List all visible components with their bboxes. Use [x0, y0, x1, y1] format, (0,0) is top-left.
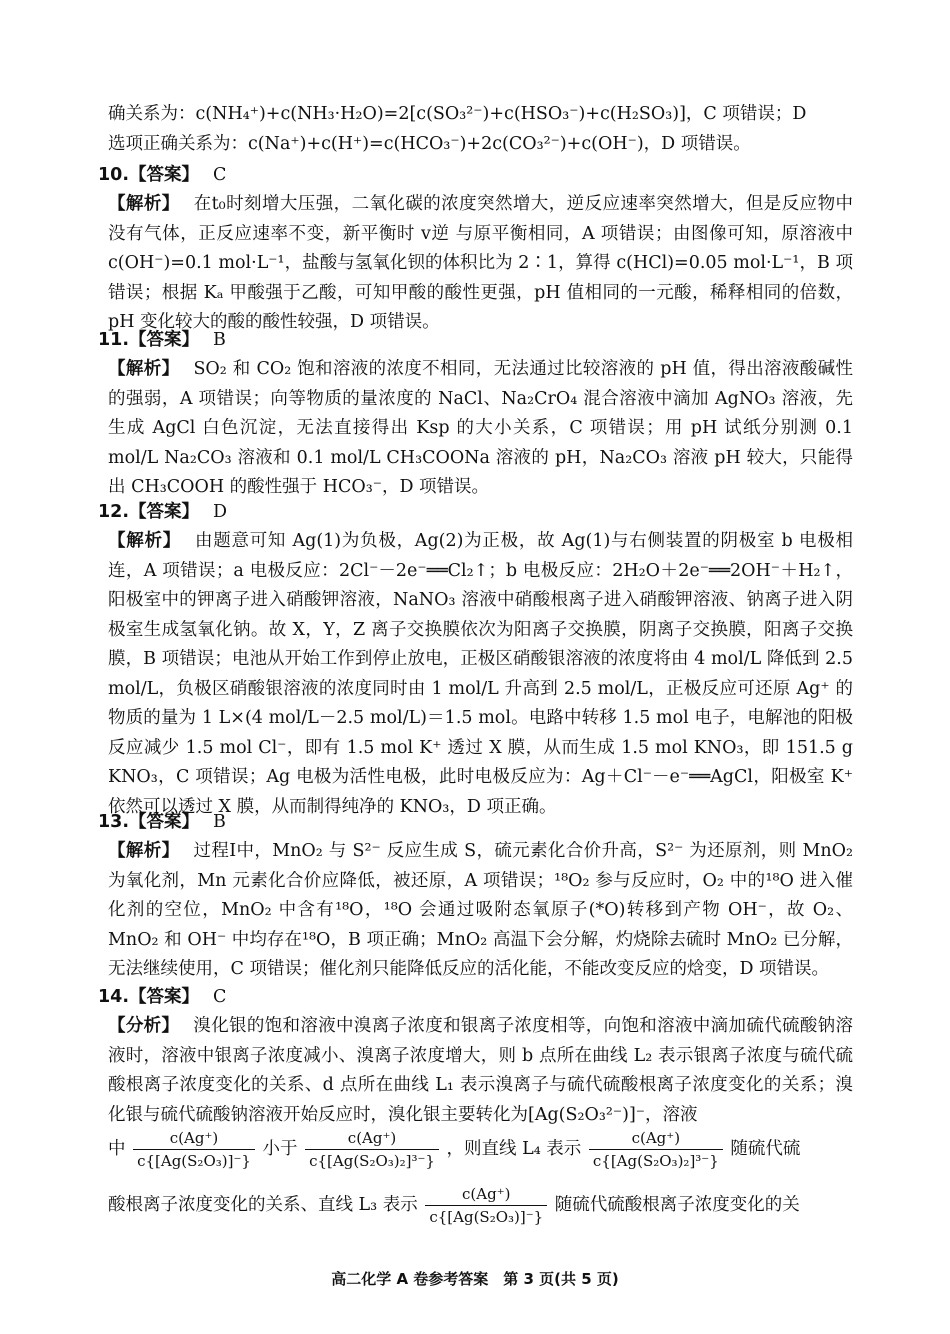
q10-analysis-tag: 【解析】 [108, 194, 180, 214]
q13-answer: B [213, 812, 226, 832]
q14-frac-line2-post: 随硫代硫酸根离子浓度变化的关 [554, 1195, 800, 1215]
q14-answer-row [98, 983, 226, 1013]
page-footer: 高二化学 A 卷参考答案 第 3 页(共 5 页) [331, 1270, 619, 1288]
q10-analysis-text: 在t₀时刻增大压强，二氧化碳的浓度突然增大，逆反应速率突然增大，但是反应物中没有气体，正反应速率不变，新平衡时 v逆 与原平衡相同，A 项错误；由图像可知，原溶液中 c(OH⁻)=0.1 mol·L⁻¹，盐酸与氢氧化钡的体积比为 2∶1，算得 c(HCl)=0.05 mol·L⁻¹，B 项错误；根据 Kₐ 甲酸强于乙酸，可知甲酸的酸性更强，pH 值相同的一元酸，稀释相同的倍数，pH 变化较大的酸的酸性较强，D 项错误。 [108, 194, 854, 332]
q12-analysis-text: 由题意可知 Ag(1)为负极，Ag(2)为正极，故 Ag(1)与右侧装置的阴极室 b 电极相连，A 项错误；a 电极反应：2Cl⁻－2e⁻══Cl₂↑；b 电极反应：2H₂O＋2e⁻══2OH⁻＋H₂↑，阳极室中的钾离子进入硝酸钾溶液，NaNO₃ 溶液中硝酸根离子进入硝酸钾溶液、钠离子进入阴极室生成氢氧化钠。故 X，Y，Z 离子交换膜依次为阳离子交换膜，阴离子交换膜，阳离子交换膜，B 项错误；电池从开始工作到停止放电，正极区硝酸银溶液的浓度将由 4 mol/L 降低到 2.5 mol/L，负极区硝酸银溶液的浓度同时由 1 mol/L 升高到 2.5 mol/L，正极反应可还原 Ag⁺ 的物质的量为 1 L×(4 mol/L－2.5 mol/L)＝1.5 mol。电路中转移 1.5 mol 电子，电解池的阳极反应减少 1.5 mol Cl⁻，即有 1.5 mol K⁺ 透过 X 膜，从而生成 1.5 mol KNO₃，即 151.5 g KNO₃，C 项错误；Ag 电极为活性电极，此时电极反应为：Ag＋Cl⁻－e⁻══AgCl，阳极室 K⁺ 依然可以透过 X 膜，从而制得纯净的 KNO₃，D 项正确。 [108, 531, 854, 817]
q14-answer-tag: 【答案】 [129, 987, 200, 1007]
continuation-line-1: 确关系为：c(NH₄⁺)+c(NH₃·H₂O)=2[c(SO₃²⁻)+c(HSO₃⁻)+c(H₂SO₃)]，C 项错误；D [108, 104, 807, 124]
q14-fraction-line-2 [108, 1184, 853, 1227]
continuation-line-2: 选项正确关系为：c(Na⁺)+c(H⁺)=c(HCO₃⁻)+2c(CO₃²⁻)+c(OH⁻)，D 项错误。 [108, 134, 751, 154]
q11-analysis-tag: 【解析】 [108, 359, 180, 379]
q10-analysis [108, 190, 853, 338]
q14-frac-line1-mid2: ，则直线 L₄ 表示 [446, 1139, 582, 1159]
q14-analysis [108, 1012, 853, 1130]
q10-answer-row [98, 161, 226, 191]
q13-analysis-tag: 【解析】 [108, 841, 180, 861]
q14-fraction-2-denominator: c{[Ag(S₂O₃)₂]³⁻} [309, 1152, 435, 1170]
q14-frac-line1-pre: 中 [108, 1139, 126, 1159]
q14-fraction-2 [305, 1128, 439, 1171]
q12-answer-tag: 【答案】 [129, 502, 200, 522]
q14-frac-line1-mid1: 小于 [262, 1139, 298, 1159]
q14-frac-line2-pre: 酸根离子浓度变化的关系、直线 L₃ 表示 [108, 1195, 418, 1215]
q14-frac-line1-post: 随硫代硫 [730, 1139, 801, 1159]
q14-fraction-2-numerator: c(Ag⁺) [305, 1128, 439, 1150]
q12-answer: D [213, 502, 228, 522]
q14-number: 14. [98, 987, 130, 1007]
q13-answer-row [98, 808, 226, 838]
q14-fraction-1-denominator: c{[Ag(S₂O₃)]⁻} [137, 1152, 251, 1170]
q14-fraction-3-numerator: c(Ag⁺) [589, 1128, 723, 1150]
q13-number: 13. [98, 812, 130, 832]
q14-answer: C [213, 987, 227, 1007]
q11-answer-row [98, 326, 226, 356]
q12-analysis-tag: 【解析】 [108, 531, 181, 551]
q14-fraction-4-numerator: c(Ag⁺) [425, 1184, 547, 1206]
q13-answer-tag: 【答案】 [129, 812, 200, 832]
q14-analysis-tag: 【分析】 [108, 1016, 180, 1036]
q10-answer: C [213, 165, 227, 185]
q14-analysis-text: 溴化银的饱和溶液中溴离子浓度和银离子浓度相等，向饱和溶液中滴加硫代硫酸钠溶液时，溶液中银离子浓度减小、溴离子浓度增大，则 b 点所在曲线 L₂ 表示银离子浓度与硫代硫酸根离子浓度变化的关系、d 点所在曲线 L₁ 表示溴离子与硫代硫酸根离子浓度变化的关系；溴化银与硫代硫酸钠溶液开始反应时，溴化银主要转化为[Ag(S₂O₃²⁻)]⁻，溶液 [108, 1016, 854, 1125]
q11-number: 11. [98, 330, 130, 350]
q14-fraction-1 [133, 1128, 255, 1171]
q11-answer: B [213, 330, 226, 350]
q12-answer-row [98, 498, 227, 528]
q14-fraction-3-denominator: c{[Ag(S₂O₃)₂]³⁻} [592, 1152, 719, 1170]
q11-answer-tag: 【答案】 [129, 330, 200, 350]
q10-number: 10. [98, 165, 130, 185]
q12-analysis [108, 527, 853, 822]
q11-analysis-text: SO₂ 和 CO₂ 饱和溶液的浓度不相同，无法通过比较溶液的 pH 值，得出溶液酸碱性的强弱，A 项错误；向等物质的量浓度的 NaCl、Na₂CrO₄ 混合溶液中滴加 AgNO₃ 溶液，先生成 AgCl 白色沉淀，无法直接得出 Ksp 的大小关系，C 项错误；用 pH 试纸分别测 0.1 mol/L Na₂CO₃ 溶液和 0.1 mol/L CH₃COONa 溶液的 pH，Na₂CO₃ 溶液 pH 较大，只能得出 CH₃COOH 的酸性强于 HCO₃⁻，D 项错误。 [108, 359, 853, 497]
q13-analysis [108, 837, 853, 985]
q10-answer-tag: 【答案】 [129, 165, 200, 185]
q14-fraction-1-numerator: c(Ag⁺) [133, 1128, 255, 1150]
q14-fraction-4 [425, 1184, 547, 1227]
q14-fraction-4-denominator: c{[Ag(S₂O₃)]⁻} [429, 1208, 544, 1226]
q14-fraction-line-1 [108, 1128, 853, 1171]
q14-fraction-3 [589, 1128, 723, 1171]
q12-number: 12. [98, 502, 130, 522]
q13-analysis-text: 过程Ⅰ中，MnO₂ 与 S²⁻ 反应生成 S，硫元素化合价升高，S²⁻ 为还原剂，则 MnO₂ 为氧化剂，Mn 元素化合价应降低，被还原，A 项错误；¹⁸O₂ 参与反应时，O₂ 中的¹⁸O 进入催化剂的空位，MnO₂ 中含有¹⁸O，¹⁸O 会通过吸附态氧原子(*O)转移到产物 OH⁻，故 O₂、MnO₂ 和 OH⁻ 中均存在¹⁸O，B 项正确；MnO₂ 高温下会分解，灼烧除去硫时 MnO₂ 已分解，无法继续使用，C 项错误；催化剂只能降低反应的活化能，不能改变反应的焓变，D 项错误。 [108, 841, 853, 979]
q11-analysis [108, 355, 853, 503]
